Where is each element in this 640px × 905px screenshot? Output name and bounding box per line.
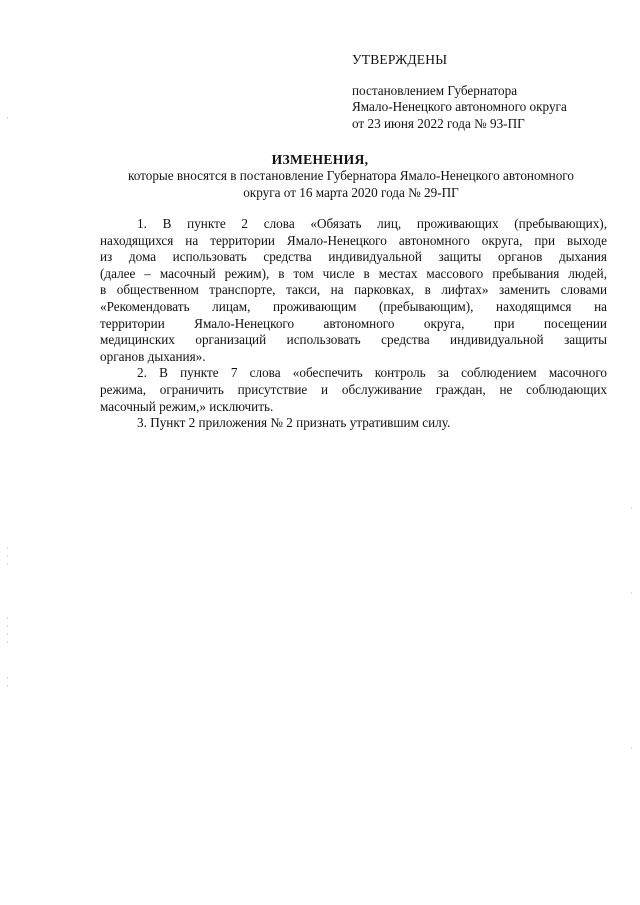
- paragraph-line: медицинских организаций использовать средства индивидуальной защиты: [100, 332, 607, 348]
- approval-line: постановлением Губернатора: [352, 82, 518, 98]
- paragraph-line: из дома использовать средства индивидуальной защиты органов дыхания: [100, 249, 607, 265]
- scan-artifact: ·: [630, 504, 633, 513]
- paragraph-line: 3. Пункт 2 приложения № 2 признать утратившим силу.: [137, 415, 451, 431]
- document-subtitle: [95, 168, 607, 201]
- paragraph-2: [100, 365, 607, 415]
- paragraph-line: 2. В пункте 7 слова «обеспечить контроль за соблюдением масочного: [137, 365, 607, 381]
- paragraph-line: органов дыхания».: [100, 348, 206, 364]
- paragraph-line: в общественном транспорте, такси, на парковках, в лифтах» заменить словами: [100, 282, 607, 298]
- document-title: ИЗМЕНЕНИЯ,: [271, 152, 369, 167]
- approval-line: Ямало-Ненецкого автономного округа: [352, 99, 567, 114]
- scan-artifact: · · · ·: [6, 614, 9, 647]
- paragraph-line: режима, ограничить присутствие и обслуживание граждан, не соблюдающих: [100, 381, 607, 397]
- paragraph-line: (далее – масочный режим), в том числе в местах массового пребывания людей,: [100, 265, 607, 281]
- paragraph-3: [100, 415, 607, 432]
- scan-artifact: · · ·: [6, 544, 9, 569]
- scan-artifact: · ·: [6, 674, 9, 691]
- paragraph-line: 1. В пункте 2 слова «Обязать лиц, проживающих (пребывающих),: [137, 216, 607, 231]
- approval-title: УТВЕРЖДЕНЫ: [352, 52, 448, 67]
- approval-stamp: [352, 52, 567, 132]
- subtitle-line: которые вносятся в постановление Губернатора Ямало-Ненецкого автономного: [127, 168, 574, 183]
- approval-line: от 23 июня 2022 года № 93-ПГ: [352, 115, 525, 131]
- paragraph-line: находящихся на территории Ямало-Ненецкого автономного округа, при выходе: [100, 232, 607, 248]
- scan-artifact: ·: [6, 114, 9, 123]
- paragraph-line: масочный режим,» исключить.: [100, 398, 274, 414]
- scan-artifact: ·: [630, 744, 633, 753]
- scan-artifact: ·: [630, 589, 633, 598]
- paragraph-line: «Рекомендовать лицам, проживающим (пребывающим), находящимся на: [100, 298, 607, 314]
- subtitle-line: округа от 16 марта 2020 года № 29-ПГ: [243, 184, 459, 200]
- paragraph-1: [100, 216, 607, 365]
- paragraph-line: территории Ямало-Ненецкого автономного округа, при посещении: [100, 315, 607, 331]
- document-body: [100, 216, 607, 432]
